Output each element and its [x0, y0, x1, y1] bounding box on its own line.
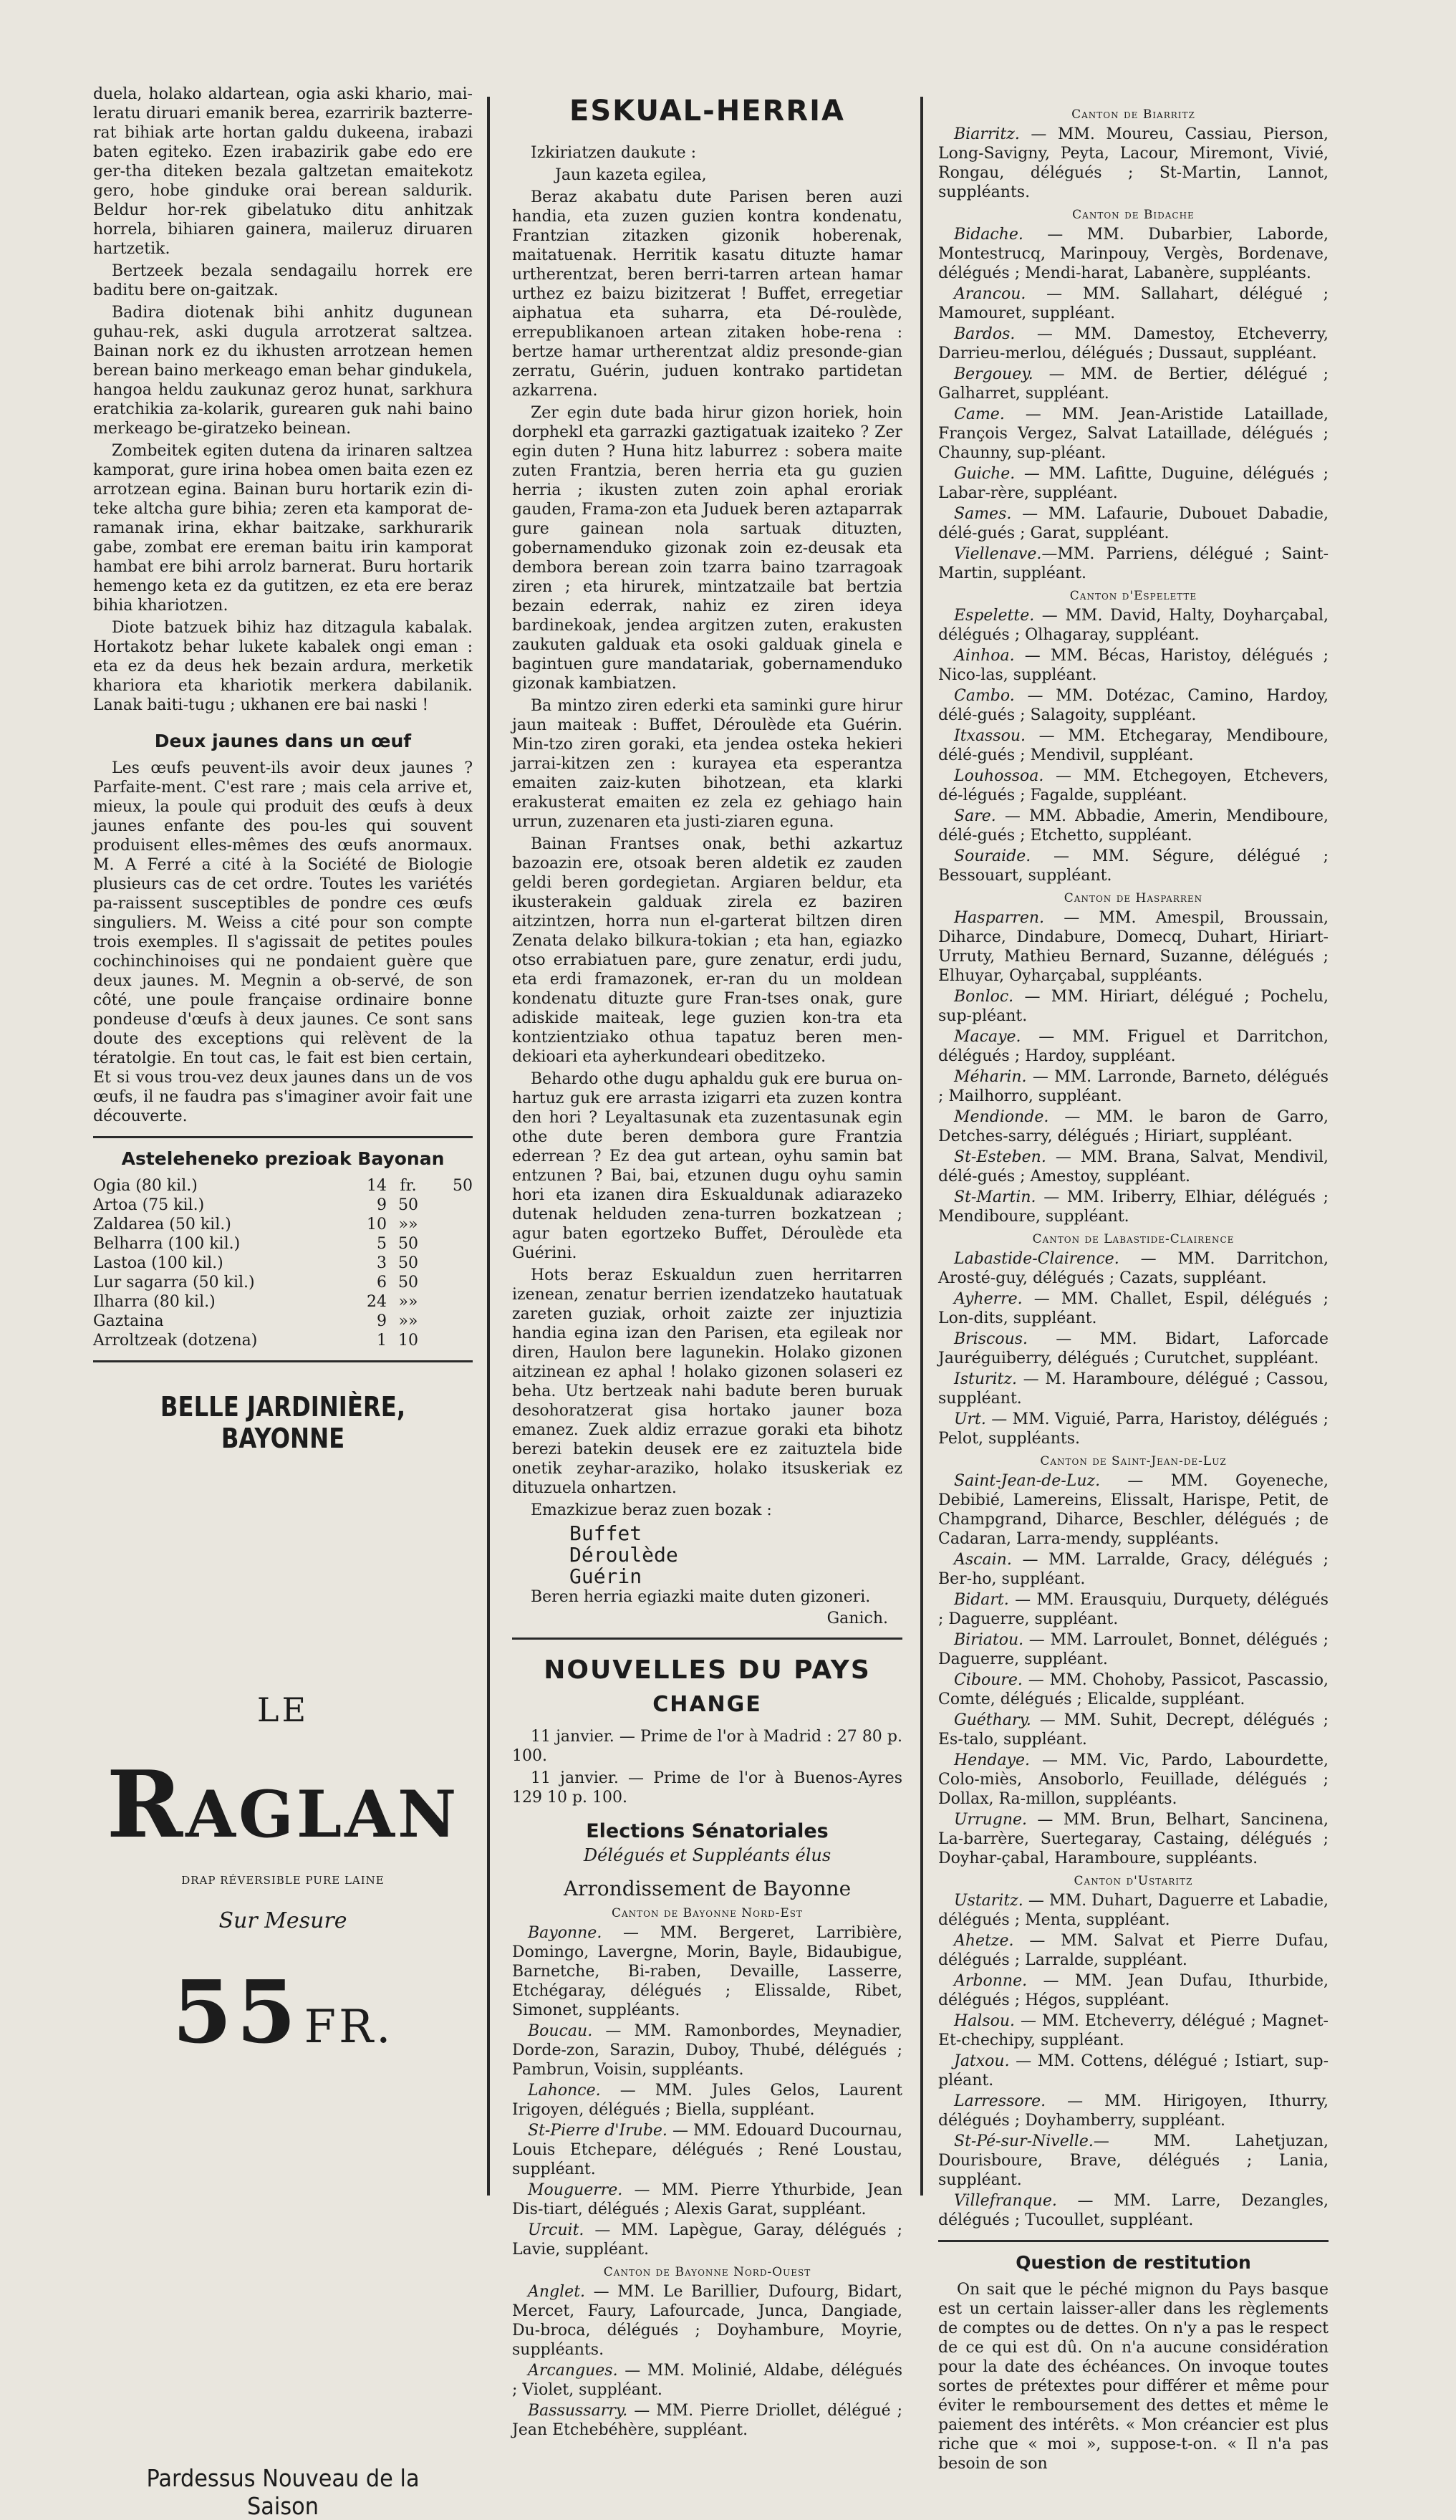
delegates-text: — MM. Le Barillier, Dufourg, Bidart, Mercet, Faury, Lafourcade, Junca, Dangiade, Du-broca, délégués ; Doyhambure, Moyrie, suppléants. [512, 2283, 902, 2359]
delegates-text: — MM. David, Halty, Doyharçabal, délégués ; Olhagaray, suppléant. [938, 607, 1329, 644]
ad-price-number: 55 [172, 1962, 301, 2063]
delegates-text: — MM. Sallahart, délégué ; Mamouret, suppléant. [938, 285, 1329, 322]
election-entry [938, 2052, 1329, 2090]
delegates-text: — MM. Etchegaray, Mendiboure, délé-gués ; Mendivil, suppléant. [938, 727, 1329, 764]
ad-sur-mesure: Sur Mesure [218, 1908, 347, 1933]
commune-name: Itxassou. [954, 727, 1026, 745]
election-entry [938, 324, 1329, 363]
price-row [93, 1215, 473, 1234]
commune-name: St-Pierre d'Irube. [528, 2122, 667, 2140]
election-entry [938, 2191, 1329, 2230]
commune-name: Urrugne. [954, 1811, 1028, 1829]
commune-name: Lahonce. [528, 2082, 601, 2100]
commune-name: Briscous. [954, 1330, 1028, 1348]
delegates-text: — MM. Bécas, Haristoy, délégués ; Nico-las, suppléant. [938, 647, 1329, 684]
article-paragraph: Badira diotenak bihi anhitz dugunean guhau-rek, aski dugula arrotzerat saltzea. Bainan nork ez du ikhusten arrotzean hemen berean baino merkeago eman behar gindukela, hangoa heldu zaukunaz geroz hunat, sarkhura eratchikia za-kolarik, gurearen guk nahi baino merkeago be-giratzeko beinean. [93, 304, 473, 438]
commune-name: Halsou. [954, 2012, 1016, 2030]
ad-raglan: Raglan [106, 1751, 460, 1859]
letter-paragraph: Hots beraz Eskualdun zuen herritarren izenean, zenatur berrien izendatzeko hautatuak zareten guziak, orhoit zaizte zer injuztizia handia egina izan den Parisen, eta egileak nor diren, Haulon bere lagunekin. Holako gizonen aitzinean ez aphal ! holako gizonen solaseri ez beha. Utz bertzeak nahi badute beren buruak desohoratzerat gisa hortako jauner boza emanez. Zuek aldiz errazue goraki eta bihotz berezi batekin deusek ere ez zaituztela bide onetik zeyhar-araziko, holako itsuskeriak ez dituzuela onhartzen. [512, 1266, 902, 1497]
price-b [430, 1273, 473, 1292]
change-line: 11 janvier. — Prime de l'or à Buenos-Ayres 129 10 p. 100. [512, 1769, 902, 1807]
delegates-text: — MM. Etchegoyen, Etchevers, dé-légués ; Fagalde, suppléant. [938, 767, 1329, 804]
commune-name: Ainhoa. [954, 647, 1015, 665]
letter-paragraph: Zer egin dute bada hirur gizon horiek, hoin dorphekl eta garrazki gaztigatuak izaiteko ? Zer egin duten ? Huna hitz laburrez : sobera maite zuten Frantzia, beren herria eta gu guzien herria ; ikusten zuten zoin aphal eroriak gauden, Frama-zon eta Juduek beren aztaparrak gure gainean nola sartuak dituzten, gobernamenduko gizonak zoin ez-deusak eta dembora berean zoin tzarra baino tzarragoak ziren ; eta hirurek, mintzatzaile bat bertzia bezain ederrak, nahiz ez ziren ideya bardinekoak, jendea argitzen zuten, erakusten zaukuten galduak eta osoki galduak ginela e bagintuen gure mandatariak, gobernamenduko gizonak kambiatzen. [512, 404, 902, 693]
divider [93, 1360, 473, 1362]
election-entry [512, 2401, 902, 2440]
price-item: Lastoa (100 kil.) [93, 1254, 223, 1272]
commune-name: Larressore. [954, 2092, 1046, 2110]
price-u: 50 [398, 1196, 418, 1214]
price-u: 50 [398, 1235, 418, 1253]
election-entry [938, 1751, 1329, 1809]
commune-name: Guéthary. [954, 1711, 1031, 1729]
election-entry [512, 2221, 902, 2259]
ad-pardessus: Pardessus Nouveau de la Saison [146, 2464, 420, 2520]
price-a: 9 [377, 1196, 387, 1214]
election-entry [938, 987, 1329, 1026]
divider [93, 1136, 473, 1138]
price-row [93, 1196, 473, 1215]
commune-name: Biarritz. [954, 125, 1020, 143]
commune-name: Boucau. [528, 2022, 593, 2040]
delegates-text: — MM. Molinié, Aldabe, délégués ; Violet, suppléant. [512, 2362, 902, 2399]
canton-entries [938, 1249, 1329, 1448]
delegates-text: — MM. Moureu, Cassiau, Pierson, Long-Savigny, Peyta, Lacour, Miremont, Vivié, Rongau, délégués ; St-Martin, Lannot, suppléants. [938, 125, 1329, 201]
article-paragraph: duela, holako aldartean, ogia aski khario, mai-leratu diruari emanik berea, ezarririk bazterre-rat bihiak arte hortan galdu dukeena, irabazi baten egiteko. Ezen irabazirik gabe edo ere ger-tha diteken bezala galtzetan emaitekotz gero, hobe ginduke orai berean saldurik. Beldur hor-rek gibelatuko ditu anhitzak horrela, bihiaren gainera, maileruz diruaren hartzetik. [93, 85, 473, 258]
price-a: 24 [367, 1293, 387, 1311]
price-b [430, 1196, 473, 1215]
election-entry [938, 2011, 1329, 2050]
canton-heading: Canton de Bidache [1072, 208, 1195, 222]
price-u: »» [398, 1312, 418, 1330]
oeuf-title: Deux jaunes dans un œuf [154, 731, 412, 751]
election-entry [938, 1891, 1329, 1930]
delegates-text: — MM. Vic, Pardo, Labourdette, Colo-miès, Ansoborlo, Feuillade, délégués ; Dollax, Ra-millon, suppléants. [938, 1751, 1329, 1808]
commune-name: Urt. [954, 1410, 986, 1428]
ad-price-currency: FR. [304, 2001, 394, 2054]
ad-le: LE [256, 1691, 309, 1729]
candidate-name: Guérin [569, 1564, 642, 1588]
price-row [93, 1234, 473, 1254]
delegates-text: — MM. Lapègue, Garay, délégués ; Lavie, suppléant. [512, 2221, 902, 2259]
election-entry [938, 1670, 1329, 1709]
election-entry [512, 2361, 902, 2400]
prices-title: Asteleheneko prezioak Bayonan [121, 1148, 445, 1169]
price-u: »» [398, 1216, 418, 1233]
commune-name: St-Esteben. [954, 1148, 1046, 1166]
delegates-text: — MM. de Bertier, délégué ; Galharret, suppléant. [938, 365, 1329, 403]
commune-name: Sare. [954, 807, 996, 825]
commune-name: Arbonne. [954, 1972, 1028, 1990]
commune-name: Ayherre. [954, 1290, 1023, 1308]
delegates-text: — MM. Challet, Espil, délégués ; Lon-dits, suppléant. [938, 1290, 1329, 1327]
commune-name: Espelette. [954, 607, 1035, 625]
column-left [93, 85, 473, 2520]
delegates-text: — MM. Lafitte, Duguine, délégués ; Labar-rère, suppléant. [938, 465, 1329, 502]
delegates-text: — MM. Viguié, Parra, Haristoy, délégués ; Pelot, suppléants. [938, 1410, 1329, 1448]
delegates-text: — MM. le baron de Garro, Detches-sarry, délégués ; Hiriart, suppléant. [938, 1108, 1329, 1145]
election-entry [938, 1971, 1329, 2010]
canton-entries [938, 1471, 1329, 1868]
question-text: On sait que le péché mignon du Pays basque est un certain laisser-aller dans les règlements de comptes ou de dettes. On n'y a pas le respect de ce qui est dû. On n'a aucune considération pour la date des échéances. On invoque toutes sortes de prétextes pour différer et même pour éviter le remboursement des dettes et même le paiement des intérêts. « Mon créancier est plus riche que « moi », suppose-t-on. « Il n'a pas besoin de son [938, 2281, 1329, 2473]
commune-name: Arcangues. [528, 2362, 618, 2380]
prices-table [93, 1176, 473, 1350]
election-entry [938, 1410, 1329, 1448]
canton-heading: Canton de Biarritz [1071, 107, 1195, 122]
price-row [93, 1292, 473, 1312]
article-paragraph: Diote batzuek bihiz haz ditzagula kabalak. Hortakotz behar lukete kabalek ongi eman : eta ez da deus hek bezain ardura, merketik khariora eta khariotik merkera dabilanik. Lanak baiti-tugu ; ukhanen ere bai naski ! [93, 619, 473, 714]
delegates-text: — MM. Pierre Driollet, délégué ; Jean Etchebéhère, suppléant. [512, 2402, 902, 2439]
canton-entries [938, 606, 1329, 885]
delegates-text: — MM. Bidart, Laforcade Jauréguiberry, délégués ; Curutchet, suppléant. [938, 1330, 1329, 1367]
price-row [93, 1254, 473, 1273]
election-entry [938, 847, 1329, 885]
canton-entries [938, 1891, 1329, 2230]
price-u: 10 [398, 1332, 418, 1350]
article-paragraph: Bertzeek bezala sendagailu horrek ere baditu bere on-gaitzak. [93, 262, 473, 299]
commune-name: Bardos. [954, 325, 1016, 343]
commune-name: Biriatou. [954, 1631, 1024, 1649]
masthead-title: ESKUAL-HERRIA [569, 95, 845, 128]
delegates-text: — MM. Abbadie, Amerin, Mendiboure, délé-gués ; Etchetto, suppléant. [938, 807, 1329, 845]
commune-name: Cambo. [954, 687, 1015, 705]
price-b: 50 [453, 1177, 473, 1195]
election-entry [938, 1471, 1329, 1549]
delegates-text: — MM. Friguel et Darritchon, délégués ; Hardoy, suppléant. [938, 1028, 1329, 1065]
delegates-text: — MM. Dubarbier, Laborde, Montestrucq, Marinpouy, Vergès, Bordenave, délégués ; Mendi-harat, Labanère, suppléants. [938, 226, 1329, 282]
election-entry [938, 544, 1329, 583]
canton-entries [938, 125, 1329, 202]
price-u: fr. [400, 1177, 417, 1195]
delegates-text: — MM. Lafaurie, Dubouet Dabadie, délé-gués ; Garat, suppléant. [938, 505, 1329, 542]
letter-paragraph: Bainan Frantses onak, bethi azkartuz bazoazin ere, otsoak beren aldetik ez zauden geldi beren gordegietan. Argiaren beldur, eta ikusterakein galduak zirela ez baziren aitzintzen, horra nun el-garterat biltzen diren Zenata delako bilkura-tokian ; eta han, egiazko otso errabiatuen pare, gure zenatur, erdi judu, eta erdi framazonek, er-ran du un moldean kondenatu dituzte gure Fran-tses onak, gure adiskide maiteak, lege guzien kon-tra eta kontzientziako othua tapatuz beren men-dekioari eta ayherkundeari obeditzeko. [512, 835, 902, 1066]
delegates-text: — MM. Iriberry, Elhiar, délégués ; Mendiboure, suppléant. [938, 1188, 1329, 1226]
canton-heading: Canton de Saint-Jean-de-Luz [1040, 1454, 1227, 1468]
election-entry [938, 2132, 1329, 2190]
question-title: Question de restitution [1016, 2252, 1251, 2273]
election-entry [938, 1249, 1329, 1288]
commune-name: Anglet. [528, 2283, 586, 2301]
ad-drap: DRAP RÉVERSIBLE PURE LAINE [181, 1874, 385, 1887]
election-entry [938, 1027, 1329, 1066]
commune-name: Guiche. [954, 465, 1016, 483]
canton-heading: Canton de Labastide-Clairence [1032, 1232, 1235, 1246]
election-entry [938, 1107, 1329, 1146]
canton-heading: Canton d'Espelette [1069, 589, 1197, 603]
commune-name: Bergouey. [954, 365, 1033, 383]
price-item: Belharra (100 kil.) [93, 1235, 241, 1253]
election-entry [512, 2121, 902, 2179]
price-item: Arroltzeak (dotzena) [93, 1332, 258, 1350]
candidate-list [512, 1523, 902, 1587]
price-row [93, 1312, 473, 1331]
candidate-name: Buffet [569, 1521, 642, 1545]
delegates-text: — MM. Hiriart, délégué ; Pochelu, sup-pléant. [938, 988, 1329, 1025]
letter-paragraph: Beraz akabatu dute Parisen beren auzi handia, eta zuzen guzien kontra kondenatu, Frantzian zitazken gizonik hoberenak, maitatuenak. Herritik kasatu dituzte hamar urtherentzat, beren berri-tarren artean hamar urthez ez baizu bizitzerat ! Buffet, erregetiar aiphatua eta suharra, eta Dé-roulède, errepublikanoen artean zitaken hobe-rena : bertze hamar urtherentzat aldiz presonde-gian zerratu, Guérin, juduen kontrako partidetan azkarrena. [512, 188, 902, 400]
price-a: 3 [377, 1254, 387, 1272]
canton-entries [938, 908, 1329, 1226]
price-row [93, 1273, 473, 1292]
commune-name: Viellenave. [954, 545, 1042, 563]
beren-herria: Beren herria egiazki maite duten gizoneri. [531, 1588, 871, 1606]
delegates-text: — MM. Etcheverry, délégué ; Magnet-Et-chechipy, suppléant. [938, 2012, 1329, 2049]
election-entry [938, 1370, 1329, 1408]
delegates-text: — MM. Erausquiu, Durquety, délégués ; Daguerre, suppléant. [938, 1591, 1329, 1628]
price-b [430, 1312, 473, 1331]
election-entry [938, 225, 1329, 283]
delegates-text: — MM. Larroulet, Bonnet, délégués ; Daguerre, suppléant. [938, 1631, 1329, 1668]
delegates-text: — MM. Hirigoyen, Ithurry, délégués ; Doyhamberry, suppléant. [938, 2092, 1329, 2130]
raglan-advertisement [93, 1391, 473, 2520]
election-entry [938, 726, 1329, 765]
election-entry [938, 1329, 1329, 1368]
election-entry [938, 1711, 1329, 1749]
price-a: 14 [367, 1177, 387, 1195]
election-entry [938, 908, 1329, 986]
delegates-text: — MM. Jean-Aristide Lataillade, François Vergez, Salvat Lataillade, délégués ; Chaunny, sup-pléant. [938, 405, 1329, 462]
delegates-text: — MM. Cottens, délégué ; Istiart, sup-pléant. [938, 2052, 1329, 2089]
canton-heading: Canton de Bayonne Nord-Ouest [603, 2265, 811, 2279]
election-entry [512, 2180, 902, 2219]
price-a: 5 [377, 1235, 387, 1253]
delegates-text: — MM. Larronde, Barneto, délégués ; Mailhorro, suppléant. [938, 1068, 1329, 1105]
election-entry [512, 2081, 902, 2120]
canton-heading: Canton de Bayonne Nord-Est [611, 1906, 804, 1920]
column-middle [512, 85, 902, 2439]
ad-price [93, 1962, 473, 2063]
column-right [938, 85, 1329, 2473]
canton-heading: Canton d'Ustaritz [1074, 1874, 1193, 1888]
election-entry [512, 2282, 902, 2360]
change-line: 11 janvier. — Prime de l'or à Madrid : 27 80 p. 100. [512, 1728, 902, 1765]
price-b [430, 1254, 473, 1273]
commune-name: Macaye. [954, 1028, 1021, 1046]
commune-name: St-Pé-sur-Nivelle. [954, 2132, 1094, 2150]
commune-name: Mouguerre. [528, 2181, 623, 2199]
column-rule [920, 97, 923, 2196]
delegates-text: — MM. Ramonbordes, Meynadier, Dorde-zon, Sarazin, Duboy, Thubé, délégués ; Pambrun, Voisin, suppléants. [512, 2022, 902, 2079]
canton-entries [512, 2282, 902, 2440]
commune-name: Arancou. [954, 285, 1026, 303]
delegates-text: — MM. Lahetjuzan, Dourisboure, Brave, délégués ; Lania, suppléant. [938, 2132, 1329, 2189]
price-b [430, 1215, 473, 1234]
election-entry [938, 2092, 1329, 2130]
commune-name: Hasparren. [954, 909, 1045, 927]
commune-name: Saint-Jean-de-Luz. [954, 1472, 1101, 1490]
commune-name: Souraide. [954, 847, 1031, 865]
election-entry [938, 405, 1329, 463]
letter-paragraph: Ba mintzo ziren ederki eta saminki gure hirur jaun maiteak : Buffet, Déroulède eta Guérin. Min-tzo ziren goraki, eta jendea osteka hekieri jarrai-kitzen zen : kurayea eta esperantza emaiten zaiz-kuten bihotzean, eta klarki erakusterat emaiten ez zela ez gehiago hain urrun, zuzenaren eta justi-ziaren eguna. [512, 697, 902, 831]
price-item: Lur sagarra (50 kil.) [93, 1274, 255, 1292]
izkiriatzen: Izkiriatzen daukute : [531, 144, 697, 162]
delegates-text: — MM. Suhit, Decrept, délégués ; Es-talo, suppléant. [938, 1711, 1329, 1749]
delegates-text: — MM. Larralde, Gracy, délégués ; Ber-ho, suppléant. [938, 1551, 1329, 1588]
commune-name: Ciboure. [954, 1671, 1023, 1689]
delegates-text: — MM. Pierre Ythurbide, Jean Dis-tiart, délégués ; Alexis Garat, suppléant. [512, 2181, 902, 2218]
price-b [430, 1234, 473, 1254]
letter-body [512, 188, 902, 1498]
change-title: CHANGE [652, 1692, 762, 1717]
divider [938, 2240, 1329, 2242]
commune-name: Bonloc. [954, 988, 1014, 1006]
delegates-text: —MM. Parriens, délégué ; Saint-Martin, suppléant. [938, 545, 1329, 582]
emazkizue: Emazkizue beraz zuen bozak : [531, 1501, 772, 1519]
election-entry [512, 1923, 902, 2020]
price-item: Zaldarea (50 kil.) [93, 1216, 231, 1233]
delegates-text: — MM. Brun, Belhart, Sancinena, La-barrère, Suertegaray, Castaing, délégués ; Doyhar-çabal, Haramboure, suppléants. [938, 1811, 1329, 1867]
change-lines [512, 1727, 902, 1807]
commune-name: Hendaye. [954, 1751, 1031, 1769]
election-entry [938, 125, 1329, 202]
commune-name: Louhossoa. [954, 767, 1044, 785]
delegates-text: — MM. Larre, Dezangles, délégués ; Tucoullet, suppléant. [938, 2192, 1329, 2229]
election-entry [938, 1067, 1329, 1106]
delegates-text: — MM. Darritchon, Arosté-guy, délégués ; Cazats, suppléant. [938, 1250, 1329, 1287]
commune-name: Bidache. [954, 226, 1023, 244]
election-entry [512, 2021, 902, 2079]
delegates-text: — MM. Bergeret, Larribière, Domingo, Lavergne, Morin, Bayle, Bidaubigue, Barnetche, Bi-raben, Devaille, Lasserre, Etchégaray, délégués ; Elissalde, Ribet, Simonet, suppléants. [512, 1924, 902, 2019]
commune-name: Jatxou. [954, 2052, 1010, 2070]
delegates-text: — MM. Chohoby, Passicot, Pascassio, Comte, délégués ; Elicalde, suppléant. [938, 1671, 1329, 1708]
election-entry [938, 365, 1329, 403]
delegates-text: — MM. Brana, Salvat, Mendivil, délé-gués ; Amestoy, suppléant. [938, 1148, 1329, 1186]
commune-name: Mendionde. [954, 1108, 1049, 1126]
price-u: 50 [398, 1274, 418, 1292]
price-row [93, 1331, 473, 1350]
delegates-text: — M. Haramboure, délégué ; Cassou, suppléant. [938, 1370, 1329, 1408]
election-entry [938, 1188, 1329, 1226]
delegates-text: — MM. Goyeneche, Debibié, Lamereins, Elissalt, Harispe, Petit, de Champgrand, Diharce, Beschler, délégués ; de Cadaran, Larra-mendy, suppléants. [938, 1472, 1329, 1548]
election-entry [938, 1931, 1329, 1970]
commune-name: Bidart. [954, 1591, 1009, 1609]
price-item: Ilharra (80 kil.) [93, 1293, 216, 1311]
price-item: Ogia (80 kil.) [93, 1177, 198, 1195]
price-item: Artoa (75 kil.) [93, 1196, 205, 1214]
nouvelles-title: NOUVELLES DU PAYS [544, 1655, 871, 1685]
commune-name: Bassussarry. [528, 2402, 628, 2420]
price-a: 9 [377, 1312, 387, 1330]
signature: Ganich. [826, 1610, 888, 1627]
commune-name: Ustaritz. [954, 1892, 1023, 1910]
commune-name: Ascain. [954, 1551, 1012, 1569]
commune-name: Sames. [954, 505, 1012, 523]
delegates-text: — MM. Jean Dufau, Ithurbide, délégués ; Hégos, suppléant. [938, 1972, 1329, 2009]
price-a: 6 [377, 1274, 387, 1292]
salutation: Jaun kazeta egilea, [555, 166, 707, 184]
delegates-text: — MM. Salvat et Pierre Dufau, délégués ; Larralde, suppléant. [938, 1932, 1329, 1969]
election-entry [938, 1148, 1329, 1186]
election-entry [938, 686, 1329, 725]
price-u: »» [398, 1293, 418, 1311]
canton-heading: Canton de Hasparren [1064, 891, 1203, 905]
delegues-subtitle: Délégués et Suppléants élus [583, 1845, 831, 1865]
election-entry [938, 464, 1329, 503]
election-entry [938, 284, 1329, 323]
price-u: 50 [398, 1254, 418, 1272]
commune-name: Villefranque. [954, 2192, 1057, 2210]
election-entry [938, 1590, 1329, 1629]
commune-name: Came. [954, 405, 1005, 423]
price-a: 1 [377, 1332, 387, 1350]
elections-title: Elections Sénatoriales [586, 1820, 829, 1842]
commune-name: Méharin. [954, 1068, 1027, 1086]
arrondissement-title: Arrondissement de Bayonne [563, 1877, 852, 1900]
election-entry [938, 1550, 1329, 1589]
intro-article [93, 85, 473, 715]
delegates-text: — MM. Damestoy, Etcheverry, Darrieu-merlou, délégués ; Dussaut, suppléant. [938, 325, 1329, 362]
commune-name: Isturitz. [954, 1370, 1017, 1388]
ad-store-name: BELLE JARDINIÈRE, BAYONNE [160, 1391, 406, 1454]
election-entry [938, 1810, 1329, 1868]
delegates-text: — MM. Ségure, délégué ; Bessouart, suppléant. [938, 847, 1329, 885]
commune-name: Ahetze. [954, 1932, 1014, 1950]
election-entry [938, 807, 1329, 845]
election-entry [938, 1630, 1329, 1669]
canton-entries [938, 225, 1329, 583]
column-rule [487, 97, 490, 2196]
election-entry [938, 646, 1329, 685]
election-entry [938, 1289, 1329, 1328]
delegates-text: — MM. Dotézac, Camino, Hardoy, délé-gués ; Salagoity, suppléant. [938, 687, 1329, 724]
article-paragraph: Zombeitek egiten dutena da irinaren saltzea kamporat, gure irina hobea omen baita ezen ez arrotzean egina. Bainan buru hortarik ezin di-teke altcha gure bihia; zeren eta kamporat de-ramanak irina, ekhar baitzake, sarkhurarik gabe, zombat ere ereman baitu irin kamporat hambat ere bihi arrolz barnerat. Buru hortarik hemengo keta ez da gutitzen, ez eta ere beraz bihia khariotzen. [93, 442, 473, 615]
commune-name: Bayonne. [528, 1924, 602, 1942]
price-b [430, 1331, 473, 1350]
canton-entries [512, 1923, 902, 2259]
divider [512, 1637, 902, 1640]
commune-name: Urcuit. [528, 2221, 584, 2239]
price-b [430, 1292, 473, 1312]
delegates-text: — MM. Edouard Ducournau, Louis Etchepare, délégués ; René Loustau, suppléant. [512, 2122, 902, 2178]
letter-paragraph: Behardo othe dugu aphaldu guk ere burua on-hartuz guk ere arrasta izigarri eta zuzen kontra den hori ? Leyaltasunak eta zuzentasunak egin othe dute beren dembora gure Frantzia ederrean ? Ez dea gut artean, oyhu samin bat entzunen ? Bai, bai, etzunen dugu oyhu samin hori eta izanen dira Eskualdunak adiarazeko dutenak helduden zena-turren bozkatzean ; agur baten egortzeko Buffet, Déroulède eta Guérini. [512, 1070, 902, 1262]
delegates-text: — MM. Jules Gelos, Laurent Irigoyen, délégués ; Biella, suppléant. [512, 2082, 902, 2119]
price-row [93, 1176, 473, 1196]
election-entry [938, 766, 1329, 805]
commune-name: Labastide-Clairence. [954, 1250, 1119, 1268]
election-entry [938, 606, 1329, 645]
candidate-name: Déroulède [569, 1543, 678, 1567]
commune-name: St-Martin. [954, 1188, 1036, 1206]
delegates-text: — MM. Amespil, Broussain, Diharce, Dindabure, Domecq, Duhart, Hiriart-Urruty, Mathieu Bernard, Suzanne, délégués ; Elhuyar, Oyharçabal, suppléants. [938, 909, 1329, 985]
delegates-text: — MM. Duhart, Daguerre et Labadie, délégués ; Menta, suppléant. [938, 1892, 1329, 1929]
election-entry [938, 504, 1329, 543]
price-item: Gaztaina [93, 1312, 164, 1330]
oeuf-text: Les œufs peuvent-ils avoir deux jaunes ? Parfaite-ment. C'est rare ; mais cela arrive et, mieux, la poule qui produit des œufs à deux jaunes enfante des pou-les qui souvent produisent elles-mêmes des œufs anormaux. M. A Ferré a cité à la Société de Biologie plusieurs cas de cet ordre. Toutes les variétés pa-raissent susceptibles de pondre ces œufs singuliers. M. Weiss a cité pour son compte trois exemples. Il s'agissait de petites poules cochinchinoises qui ne pondaient guère que deux jaunes. M. Megnin a ob-servé, de son côté, une poule française ordinaire bonne pondeuse d'œufs à deux jaunes. Ce sont sans doute des exceptions qui relèvent de la tératolgie. En tout cas, le fait est bien certain, Et si vous trou-vez deux jaunes dans un de vos œufs, il ne faudra pas s'imaginer avoir fait une découverte. [93, 759, 473, 1125]
price-a: 10 [367, 1216, 387, 1233]
